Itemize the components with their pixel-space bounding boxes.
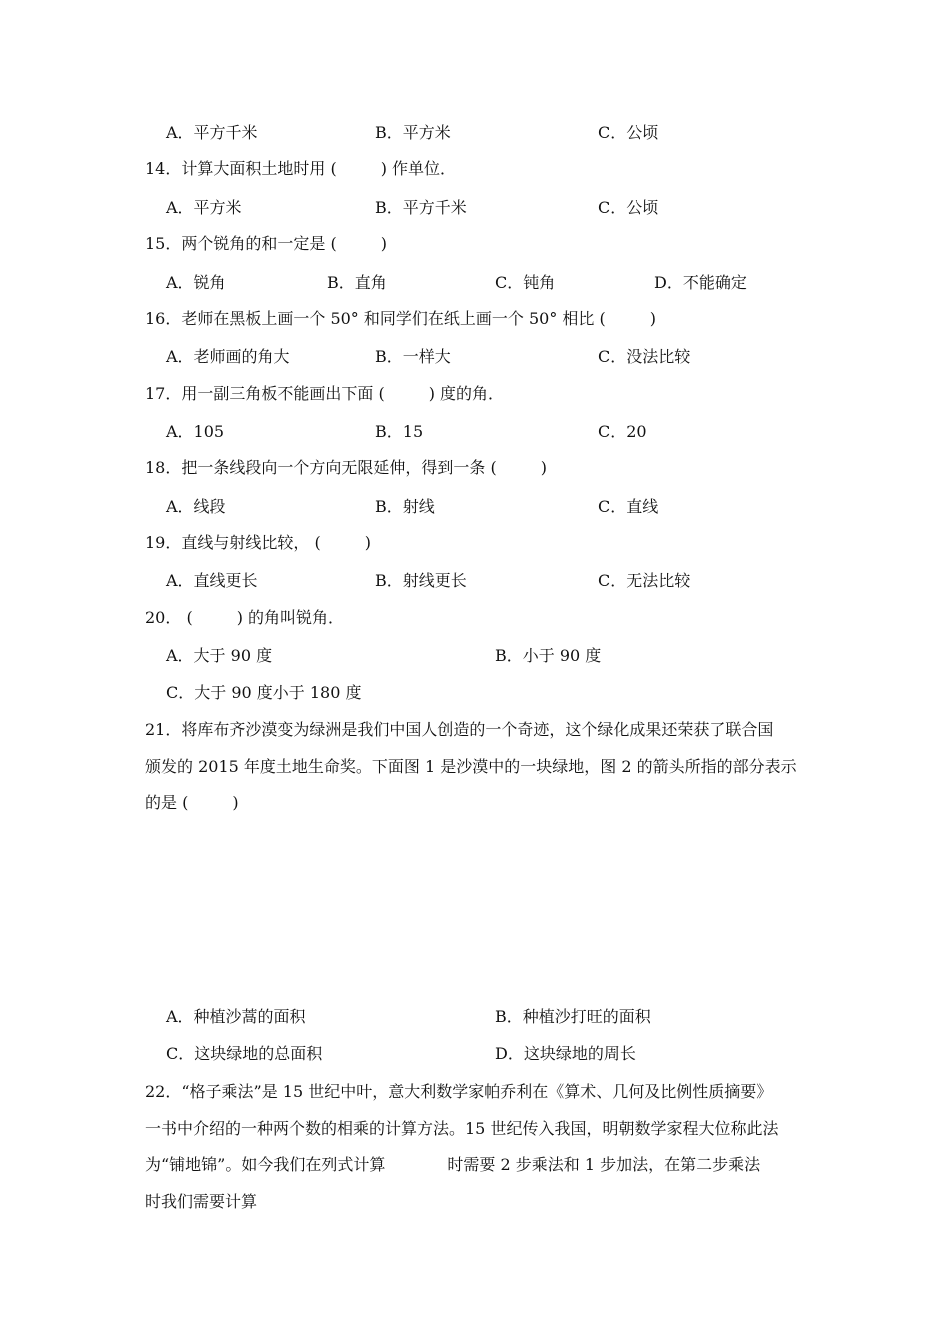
q15-stem [145, 233, 387, 255]
q21-stem-line-1: 21．将库布齐沙漠变为绿洲是我们中国人创造的一个奇迹，这个绿化成果还荣获了联合国 [145, 720, 774, 739]
q18-stem-pre: 18．把一条线段向一个方向无限延伸，得到一条 ( [145, 458, 497, 477]
q22-stem-line-4: 时我们需要计算 [145, 1191, 258, 1211]
q22-stem-line-2: 一书中介绍的一种两个数的相乘的计算方法。15 世纪传入我国，明朝数学家程大位称此法 [145, 1118, 779, 1138]
q21-option-d: D．这块绿地的周长 [495, 1044, 636, 1063]
q21-stem [145, 712, 810, 822]
q19-stem-post: ) [364, 533, 371, 552]
q16-stem-pre: 16．老师在黑板上画一个 50° 和同学们在纸上画一个 50° 相比 ( [145, 309, 606, 328]
q22-stem-line-1: 22．“格子乘法”是 15 世纪中叶，意大利数学家帕乔利在《算术、几何及比例性质摘要》 [145, 1082, 773, 1101]
q22-stem-line-3-post: 时需要 2 步乘法和 1 步加法，在第二步乘法 [447, 1155, 761, 1174]
q14-option-b: B．平方千米 [375, 198, 467, 217]
q16-option-c: C．没法比较 [598, 347, 691, 366]
q20-option-c: C．大于 90 度小于 180 度 [166, 683, 362, 702]
q19-option-a: A．直线更长 [166, 571, 258, 590]
q22-stem-line-3 [145, 1147, 810, 1184]
q22-stem [145, 1074, 810, 1220]
q22-stem-line-3-pre: 为“铺地锦”。如今我们在列式计算 [145, 1155, 386, 1174]
q14-stem-pre: 14．计算大面积土地时用 ( [145, 159, 337, 178]
q20-stem-post: ) 的角叫锐角． [236, 608, 345, 627]
q21-option-b: B．种植沙打旺的面积 [495, 1007, 651, 1026]
q15-option-d: D．不能确定 [654, 273, 747, 292]
q21-stem-line-2: 颁发的 2015 年度土地生命奖。下面图 1 是沙漠中的一块绿地，图 2 的箭头所指的部分表示 [145, 756, 797, 776]
q19-option-b: B．射线更长 [375, 571, 467, 590]
q17-option-c: C．20 [598, 422, 647, 441]
q17-option-a: A．105 [166, 422, 225, 441]
q21-option-a: A．种植沙蒿的面积 [166, 1007, 306, 1026]
q17-stem-pre: 17．用一副三角板不能画出下面 ( [145, 384, 385, 403]
q16-stem-post: ) [649, 309, 657, 328]
q19-stem [145, 532, 371, 554]
q21-stem-post: ) [232, 793, 239, 812]
q19-stem-pre: 19．直线与射线比较， ( [145, 533, 321, 552]
q13-option-a: A．平方千米 [166, 123, 258, 142]
q21-figure-area [145, 830, 810, 1000]
q20-stem-pre: 20． ( [145, 608, 193, 627]
q16-stem [145, 308, 656, 330]
q19-option-c: C．无法比较 [598, 571, 691, 590]
q15-stem-pre: 15．两个锐角的和一定是 ( [145, 234, 337, 253]
q21-option-c: C．这块绿地的总面积 [166, 1044, 323, 1063]
q14-option-c: C．公顷 [598, 198, 659, 217]
q21-stem-line-3 [145, 785, 810, 822]
q20-option-a: A．大于 90 度 [166, 646, 273, 665]
q17-option-b: B．15 [375, 422, 424, 441]
q17-stem-post: ) 度的角． [428, 384, 505, 403]
q20-stem [145, 607, 344, 629]
q16-option-b: B．一样大 [375, 347, 451, 366]
q16-option-a: A．老师画的角大 [166, 347, 290, 366]
q18-stem-post: ) [540, 458, 547, 477]
q18-option-a: A．线段 [166, 497, 226, 516]
q14-option-a: A．平方米 [166, 198, 242, 217]
q15-option-b: B．直角 [327, 273, 387, 292]
q20-option-b: B．小于 90 度 [495, 646, 602, 665]
q14-stem-post: ) 作单位． [380, 159, 457, 178]
q13-option-b: B．平方米 [375, 123, 451, 142]
q15-option-c: C．钝角 [495, 273, 556, 292]
q15-option-a: A．锐角 [166, 273, 226, 292]
q18-stem [145, 457, 547, 479]
q18-option-b: B．射线 [375, 497, 435, 516]
q17-stem [145, 383, 504, 405]
q13-option-c: C．公顷 [598, 123, 659, 142]
q14-stem [145, 158, 456, 180]
q18-option-c: C．直线 [598, 497, 659, 516]
q15-stem-post: ) [380, 234, 387, 253]
q21-stem-pre: 的是 ( [145, 793, 189, 812]
